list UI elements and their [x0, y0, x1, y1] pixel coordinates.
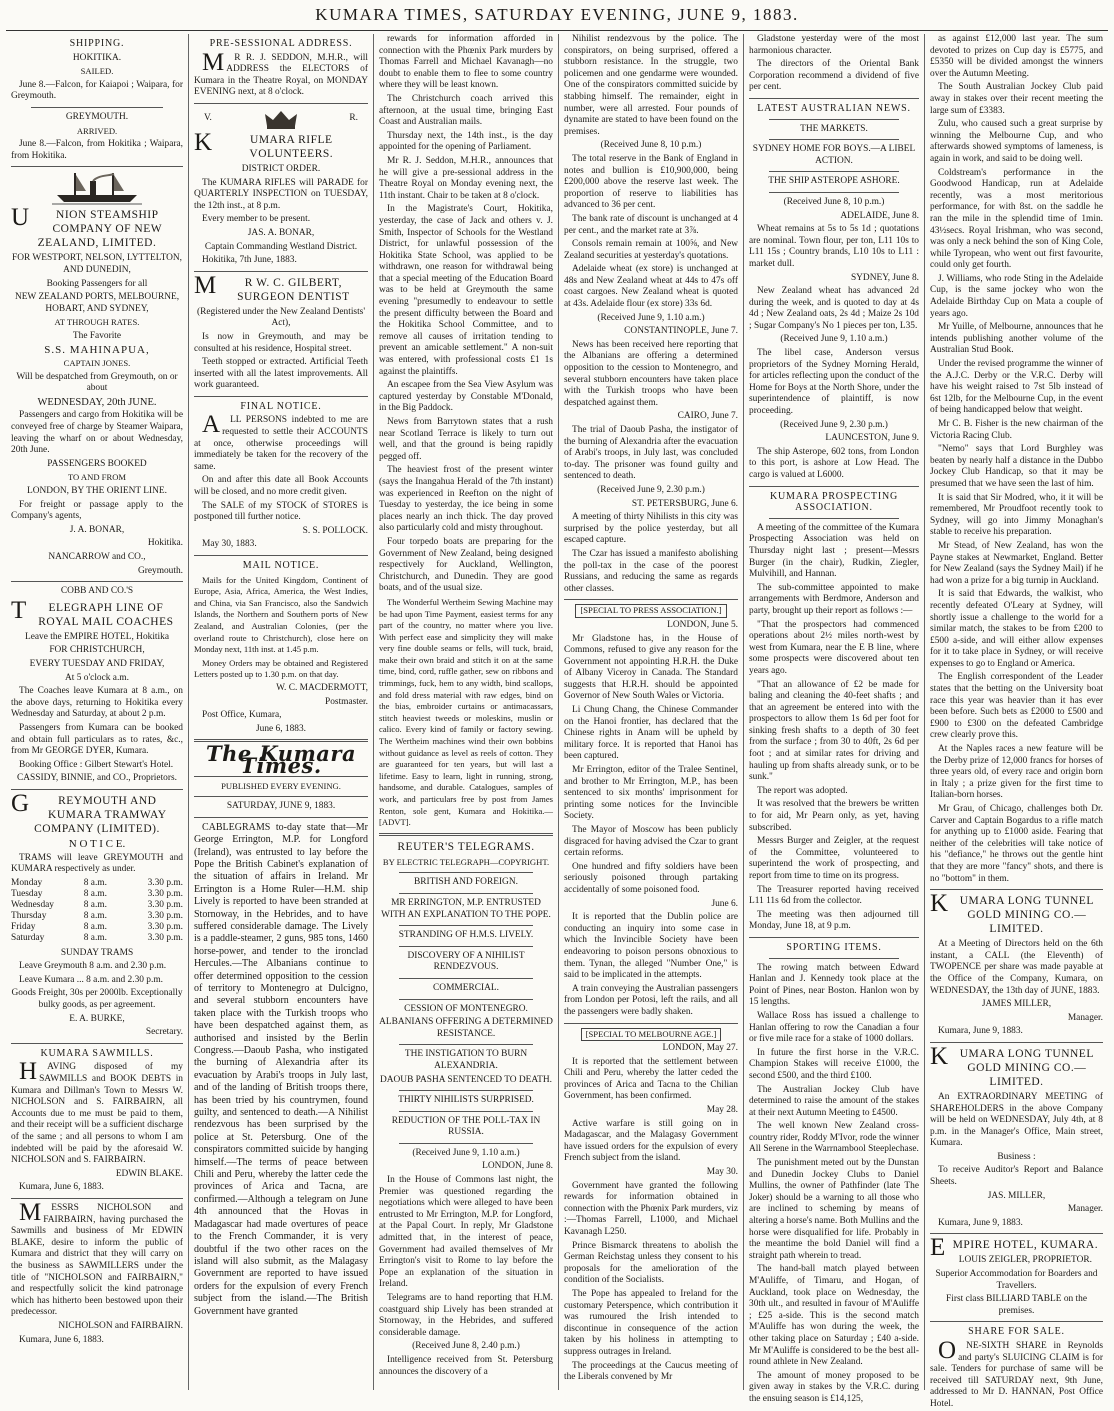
sunday-1: Leave Greymouth 8 a.m. and 2.30 p.m.	[19, 961, 167, 972]
para: The directors of the Oriental Bank Corporation recommend a dividend of five per cent.	[749, 59, 919, 93]
role: Manager.	[1067, 1204, 1103, 1215]
arrived-text: June 8.—Falcon, from Hokitika ; Waipara, from Hokitika.	[11, 139, 183, 161]
para: News has been received here reporting that the Albanians are offering a determined opposition to the cession to Montenegro, and several stubborn encounters have taken place with the Turkish troops who have been despatched against them.	[564, 339, 738, 408]
usc-ship: S.S. MAHINAPUA,	[44, 343, 150, 356]
para: New Zealand wheat has advanced 2d during the week, and is quoted to day at 4s 4d ; New Zealand oats, 2s 4d ; Maize 2s 10d ; Sugar Company's No 1 pieces per ton, L35.	[749, 286, 919, 331]
received-line: (Received June 9, 1.10 a.m.)	[412, 1147, 520, 1158]
role: Manager.	[1067, 1012, 1103, 1023]
table-row	[11, 900, 183, 911]
usc-passengers: Passengers and cargo from Hokitika will be conveyed free of charge by Steamer Waipara, leaving the wharf on or about Wednesday, 20th June.	[11, 410, 183, 456]
cobb-line: TELEGRAPH LINE OF ROYAL MAIL COACHES	[11, 596, 174, 628]
para: "That the prospectors had commenced operations about 2½ miles north-west by west from Kumara, near the E B line, where some prospects were discovered about ten years ago.	[749, 619, 919, 676]
para: The ship Asterope, 602 tons, from London to this port, is ashore at Low Head. The cargo is valued at L6000.	[749, 446, 919, 480]
mail-sign: W. C. MACDERMOTT,	[276, 682, 368, 693]
sign: JAS. MILLER,	[987, 1190, 1046, 1201]
divider	[930, 889, 1103, 890]
column-5	[744, 34, 925, 1404]
divider	[564, 1023, 738, 1024]
para: Adelaide wheat (ex store) is unchanged at 48s and New Zealand wheat at 44s to 47s off coast cargoes. New Zealand wheat is quoted at 43s. Adelaide flour (ex store) 33s 6d.	[564, 264, 738, 310]
long-tunnel-title: KUMARA LONG TUNNEL GOLD MINING CO.—LIMITED.	[930, 890, 1094, 936]
para: Government have granted the following rewards for information obtained in connection with the Phœnix Park murders, viz :—Thomas Farrell, L1000, and Michael Kavanagh L250.	[564, 1180, 738, 1237]
share-title: SHARE FOR SALE.	[968, 1326, 1065, 1338]
divider	[194, 555, 368, 556]
para: A meeting of the committee of the Kumara Prospecting Association was held on Thursday night last ; present—Messrs Burger (in the chair), Rudkin, Ziegler, Mulvihill, and Hannan.	[749, 522, 919, 580]
special-line	[564, 604, 738, 618]
para: Messrs Burger and Zeigler, at the request of the Committee, volunteered to superintend the work of prospecting, and report from time to time on its progress.	[749, 836, 919, 881]
para: Intelligence received from St. Petersburg announces the discovery of a	[379, 1354, 553, 1377]
date: Kumara, June 9, 1883.	[938, 1026, 1023, 1037]
tram-am: 8 a.m.	[83, 899, 107, 910]
dentist-reg: (Registered under the New Zealand Dentists' Act),	[196, 306, 366, 329]
booked-agent2-loc: Greymouth.	[137, 565, 183, 576]
para: In the Magistrate's Court, Hokitika, yesterday, the case of Jack and others v. J. Smith, Inspector of Schools for the Westland District, for unlawful possession of the Hokitika State School, was applied to be withdrawn, one reason for withdrawal being that a special meeting of the Education Board was to be held at Greymouth the same evening "presumedly to endeavour to settle the present difficulty between the Board and the Hokitika School Committee, and to remove all causes of irritation tending to prevent an amicable settlement." A non-suit was entered, with professional costs £1 1s against the plaintiffs.	[379, 204, 553, 377]
tram-notice: N O T I C E.	[68, 837, 126, 850]
masthead: KUMARA TIMES, SATURDAY EVENING, JUNE 9, 1883.	[6, 0, 1108, 31]
divider	[399, 925, 533, 926]
dateline: SYDNEY, June 8.	[850, 272, 919, 283]
booked-agent2: NANCARROW and CO.,	[48, 552, 146, 562]
divider	[11, 789, 183, 790]
prospecting-title: KUMARA PROSPECTING ASSOCIATION.	[769, 490, 899, 514]
para: Wallace Ross has issued a challenge to Hanlan offering to row the Canadian a four or five mile race for a stake of 1000 dollars.	[749, 1010, 919, 1045]
para: Mr Stead, of New Zealand, has won the Payne stakes at Newmarket, England. Better for New Zealand (says the Sydney Mail) if he had won a prize for a big turnip in Auckland.	[930, 540, 1103, 586]
divider	[379, 833, 553, 836]
para: The bank rate of discount is unchanged at 4 per cent., and the market rate at 3⅞.	[564, 213, 738, 236]
received-line: (Received June 8, 10 p.m.)	[783, 196, 885, 207]
headline: THE MARKETS.	[800, 123, 868, 134]
para: The Treasurer reported having received L11 11s 6d from the collector.	[749, 884, 919, 907]
para: The Czar has issued a manifesto abolishing the poll-tax in the case of the poorest Russians, and reducing the same as regards other classes.	[564, 548, 738, 594]
cobb-passengers: Passengers from Kumara can be booked and obtain full particulars as to rates, &c., from Mr GEORGE DYER, Kumara.	[11, 722, 183, 757]
tram-am: 8 a.m.	[83, 932, 107, 943]
shipping-heading: SHIPPING.	[69, 38, 125, 49]
divider	[194, 796, 368, 797]
para: In future the first horse in the V.R.C. Champion Stakes will receive £1000, the second £500, and the third £100.	[749, 1047, 919, 1081]
reuters-title: REUTER'S TELEGRAMS.	[397, 840, 535, 853]
para: The rowing match between Edward Hanlan and J. Kennedy took place at the Point of Pines, near Boston. Hanlon won by 15 lengths.	[749, 962, 919, 1008]
cobb-title: COBB AND CO.'S	[60, 586, 134, 597]
nicholson-sign: NICHOLSON and FAIRBAIRN.	[58, 1320, 183, 1331]
para: Four torpedo boats are preparing for the Government of New Zealand, being designed respectively for Auckland, Wellington, Christchurch, and Dunedin. They are good boats, and of the usual size.	[379, 536, 553, 594]
tram-am: 8 a.m.	[83, 877, 107, 888]
para: Under the revised programme the winner of the A.J.C. Derby or the V.R.C. Derby will have his weight raised to 7st 5lb instead of 6st 12lb, for the Melbourne Cup, in the event of being handicapped below that weight.	[930, 359, 1103, 416]
sign: JAMES MILLER,	[981, 999, 1052, 1010]
pre-sessional-title: PRE-SESSIONAL ADDRESS.	[209, 38, 353, 49]
royal-crest	[194, 108, 368, 130]
rifle-volunteers-title: KUMARA RIFLE VOLUNTEERS.	[194, 128, 334, 160]
mail-office: Post Office, Kumara,	[202, 710, 282, 721]
usc-ports: NEW ZEALAND PORTS, MELBOURNE, HOBART, AND SYDNEY,	[14, 292, 180, 314]
sunday-2: Leave Kumara ... 8 a.m. and 2.30 p.m.	[19, 974, 163, 985]
para: Prince Bismarck threatens to abolish the German Reichstag unless they consent to his proposals for the amelioration of the condition of the Socialists.	[564, 1240, 738, 1286]
para: J. Williams, who rode Sting in the Adelaide Cup, is the same jockey who won the Adelaide Birthday Cup on Mata a couple of years ago.	[930, 273, 1103, 319]
table-row	[11, 889, 183, 900]
dateline: ADELAIDE, June 8.	[840, 210, 919, 221]
column-3	[374, 34, 559, 1390]
usc-captain: CAPTAIN JONES.	[63, 358, 131, 369]
table-row	[11, 911, 183, 922]
final-notice-text2: On and after this date all Book Accounts will be closed, and no more credit given.	[194, 475, 368, 498]
final-notice-text3: The SALE of my STOCK of STORES is postponed till further notice.	[194, 500, 368, 523]
divider	[399, 872, 533, 873]
divider	[930, 1042, 1103, 1043]
para: At a Meeting of Directors held on the 6th instant, a CALL (the Eleventh) of TWOPENCE per share was made payable at the Office of the Company, Kumara, on WEDNESDAY, the 13th day of JUNE, 1883.	[930, 939, 1103, 996]
para: It is reported that the Dublin police are conducting an inquiry into some case in which the Invincible Society have been endeavoring to poison persons obnoxious to them. Tynan, the alleged "Number One," is said to be implicated in the attempts.	[564, 912, 738, 981]
para: The libel case, Anderson versus proprietors of the Sydney Morning Herald, for articles reflecting upon the conduct of the Home for Boys at the North Shore, under the superintendence of plaintiff, is now proceeding.	[749, 348, 919, 417]
headline: STRANDING OF H.M.S. LIVELY.	[398, 930, 534, 941]
greymouth-port: GREYMOUTH.	[65, 111, 129, 122]
para: Zulu, who caused such a great surprise by winning the Melbourne Cup, and who afterwards showed symptoms of lameness, is again in work, and said to be doing well.	[930, 119, 1103, 164]
sawmills-title: KUMARA SAWMILLS.	[40, 1047, 154, 1059]
dentist-teeth: Teeth stopped or extracted. Artificial Teeth inserted with all the latest improvements. All work guaranteed.	[194, 357, 368, 391]
para: The Australian Jockey Club have determined to raise the amount of the stakes at their next Autumn Meeting to £4500.	[749, 1084, 919, 1118]
dateline: CAIRO, June 7.	[677, 411, 738, 422]
table-row	[11, 878, 183, 889]
tram-sign: E. A. BURKE,	[69, 1013, 125, 1024]
headline: CESSION OF MONTENEGRO.	[404, 1003, 528, 1014]
bf-heading: BRITISH AND FOREIGN.	[414, 877, 518, 888]
dateline: LONDON, June 8.	[482, 1161, 553, 1172]
reuters-by: BY ELECTRIC TELEGRAPH—COPYRIGHT.	[382, 856, 550, 867]
mail-role: Postmaster.	[325, 696, 368, 707]
share-text: ONE-SIXTH SHARE in Reynolds and party's SLUICING CLAIM is for sale. Tenders for purchase of same will be received till SATURDAY next, 9th June, addressed to Mr D. HANNAN, Post Office Hotel.	[930, 1337, 1103, 1409]
tram-am: 8 a.m.	[83, 888, 107, 899]
long-tunnel-title-2: KUMARA LONG TUNNEL GOLD MINING CO.—LIMITED.	[930, 1042, 1094, 1088]
para: A train conveying the Australian passengers from London per Potosi, left the rails, and all the passengers were badly shaken.	[564, 983, 738, 1017]
empire-hotel-title: EMPIRE HOTEL, KUMARA.	[930, 1234, 1099, 1262]
tram-day: Saturday	[11, 932, 45, 943]
crest-v: V.	[204, 113, 212, 124]
para: Gladstone yesterday were of the most harmonious character.	[749, 34, 919, 56]
dateline: May 30.	[706, 1167, 738, 1178]
headline: SYDNEY HOME FOR BOYS.—A LIBEL ACTION.	[752, 144, 916, 166]
pre-sessional-text: MR R. J. SEDDON, M.H.R., will ADDRESS the ELECTORS of Kumara in the Theatre Royal, on MONDAY EVENING next, at 8 o'clock.	[194, 48, 368, 98]
tram-pm: 3.30 p.m.	[147, 932, 183, 943]
usc-date: WEDNESDAY, 20th JUNE.	[37, 396, 157, 408]
mail-text: Mails for the United Kingdom, Continent of Europe, Asia, Africa, America, the West Indies, and China, via San Francisco, also the Sandwich Islands, the Northern and Southern ports of New Zealand, and Australian Colonies, (per the overland route to Christchurch), close here on Monday next, 11th inst. at 1.45 p.m.	[194, 574, 368, 655]
crown-crest-icon	[261, 108, 301, 130]
empire-text: Superior Accommodation for Boarders and Travellers.	[935, 1269, 1098, 1291]
para: In the House of Commons last night, the Premier was questioned regarding the negotiations which were alleged to have been entrusted to Mr Errington, M.P. for Longford, at the Papal Court. In reply, Mr Gladstone admitted that, in the interest of peace, Government had availed themselves of Mr Errington's visit to Rome to lay before the Pope an explanation of the situation in Ireland.	[379, 1175, 553, 1290]
headline: DISCOVERY OF A NIHILIST RENDEZVOUS.	[407, 950, 525, 973]
para: The heaviest frost of the present winter (says the Inangahua Herald of the 7th instant) was experienced in Reefton on the night of Tuesday to yesterday, the ice being in some places nearly an inch thick. The day proved also particularly cold and misty throughout.	[379, 465, 553, 534]
divider	[930, 1321, 1103, 1322]
sailed-label: SAILED.	[80, 66, 114, 77]
cobb-days: EVERY TUESDAY AND FRIDAY,	[29, 658, 165, 669]
divider	[399, 893, 533, 894]
para: Mr C. B. Fisher is the new chairman of the Victoria Racing Club.	[930, 419, 1103, 441]
headline: COMMERCIAL.	[433, 982, 499, 993]
tram-pm: 3.30 p.m.	[147, 910, 183, 921]
special-line	[564, 1028, 738, 1042]
usc-booking: Booking Passengers for all	[46, 278, 148, 289]
sunday-title: SUNDAY TRAMS	[60, 947, 134, 958]
dateline: ST. PETERSBURG, June 6.	[631, 498, 738, 509]
para: Consols remain remain at 100⅝, and New Zealand securities at yesterday's quotations.	[564, 239, 738, 261]
para: Telegrams are to hand reporting that H.M. coastguard ship Lively has been stranded at Stornoway, in the Hebrides, and suffered considerable damage.	[379, 1293, 553, 1338]
table-row	[11, 922, 183, 933]
received-line: (Received June 9, 2.30 p.m.)	[597, 484, 705, 495]
divider	[769, 518, 899, 519]
para: Mr Errington, editor of the Tralee Sentinel, and brother to Mr Errington, M.P., has been sentenced to six months' imprisonment for printing some notices for the Invincible Society.	[564, 765, 738, 822]
para: The South Australian Jockey Club paid away in stakes over their recent meeting the large sum of £3383.	[930, 82, 1103, 116]
tramway-title: GREYMOUTH AND KUMARA TRAMWAY COMPANY (LIMITED).	[11, 789, 167, 835]
divider	[769, 171, 899, 172]
para: "That an allowance of £2 be made for baling and cleaning the 40-feet shafts ; and that an agreement be entered into with the prospectors to allow them 1s 6d per foot for sinking fresh shafts to a depth of 30 feet from the surface ; from 30 to 40ft, 2s 6d per foot ; and at similar rates for driving and hauling up from shafts already sunk, or to be sunk."	[749, 679, 919, 783]
usc-favorite: The Favorite	[72, 330, 122, 341]
para: It is said that Edwards, the walkist, who recently defeated O'Leary at Sydney, will shortly issue a challenge to the world for a similar match, the stakes to be from £200 to £500 a-side, and will either allow expenses for it to take place in Sydney, or will receive expenses to go to England or America.	[930, 589, 1103, 669]
tram-day: Thursday	[11, 910, 47, 921]
para: Wheat remains at 5s to 5s 1d ; quotations are nominal. Town flour, per ton, L11 10s to L11 15s ; Country brands, L10 10s to L11 : market dull.	[749, 224, 919, 269]
headline: THE SHIP ASTEROPE ASHORE.	[768, 176, 900, 187]
tram-pm: 3.30 p.m.	[147, 899, 183, 910]
para: as against £12,000 last year. The sum devoted to prizes on Cup day is £5775, and £5350 will be divided amongst the winners over the Autumn Meeting.	[930, 34, 1103, 79]
nicholson-date: Kumara, June 6, 1883.	[19, 1334, 104, 1345]
received-line: (Received June 9, 2.30 p.m.)	[780, 419, 888, 430]
sporting-title: SPORTING ITEMS.	[786, 941, 882, 953]
tram-intro: TRAMS will leave GREYMOUTH and KUMARA respectively as under.	[11, 852, 183, 875]
para: rewards for information afforded in connection with the Phœnix Park murders by Thomas Farrell and Michael Kavanagh—no doubt to enable them to flee to some country where they will be least known.	[379, 34, 553, 91]
divider	[11, 581, 183, 582]
sailed-text: June 8.—Falcon, for Kaiapoi ; Waipara, for Greymouth.	[11, 79, 183, 102]
mail-date: June 6, 1883.	[256, 723, 306, 734]
para: The Mayor of Moscow has been publicly disgraced for having advised the Czar to grant certain reforms.	[564, 825, 738, 859]
issue-date: SATURDAY, JUNE 9, 1883.	[226, 801, 336, 812]
divider	[749, 98, 919, 99]
final-notice-sign: S. S. POLLOCK.	[302, 525, 368, 536]
latest-australian-title: LATEST AUSTRALIAN NEWS.	[757, 102, 911, 114]
dateline: June 6.	[711, 898, 738, 909]
divider	[564, 599, 738, 600]
rifle-text: The KUMARA RIFLES will PARADE for QUARTERLY INSPECTION on TUESDAY, the 12th inst., at 8 p.m.	[194, 177, 368, 211]
sewing-advert: The Wonderful Wertheim Sewing Machine may be had upon Time Payment, easiest terms for any part of the country, no matter where you live. With perfect ease and simplicity they will make very fine double seams or fells, will tuck, braid, make their own braid and stitch it on at the same time, bind, cord, ruffle gather, sew on ribbons and trimmings, fuck, hem to any width, bind scallops, and fold dress material with raw edges, bind on the bias, embroider curtains or antimacassars, stitch heaviest tweeds or moleskins, muslin or calico. Every kind of family or factory sewing. The Wertheim machines wind their own bobbins without guidance as level as reels of cotton. They are guaranteed for ten years, but will last a lifetime. Easy to learn, light in running, strong, handsome, and durable. Catalogues, samples of work, and particulars free by post from James Renton, sole gent, Kumara and Hokitika.—[ADVT].	[379, 596, 553, 828]
usc-rates: AT THROUGH RATES.	[54, 317, 140, 328]
para: The Christchurch coach arrived this afternoon, at the usual time, bringing East Coast and Australian mails.	[379, 93, 553, 128]
mail-text2: Money Orders may be obtained and Registered Letters posted up to 1.30 p.m. on that day.	[194, 657, 368, 680]
rifle-sign: JAS. A. BONAR,	[247, 227, 315, 238]
divider	[399, 946, 533, 947]
dateline: May 28.	[706, 1105, 738, 1116]
divider	[930, 1233, 1103, 1234]
cobb-leave: Leave the EMPIRE HOTEL, Hokitika	[25, 631, 169, 642]
para: The meeting was then adjourned till Monday, June 18, at 9 p.m.	[749, 909, 919, 932]
published-line: PUBLISHED EVERY EVENING.	[221, 780, 341, 791]
para: At the Naples races a new feature will be the Derby prize of 12,000 francs for horses of three years old, of every race and origin born in Italy ; a prize given for the first time to Italian-born horses.	[930, 744, 1103, 801]
dateline: CONSTANTINOPLE, June 7.	[624, 326, 738, 337]
para: An escapee from the Sea View Asylum was captured yesterday by Constable M'Donald, in the Big Paddock.	[379, 380, 553, 414]
para: "Nemo" says that Lord Burghley was beaten by nearly half a distance in the Dubbo Jockey Club Handicap, so that it may be presumed that we have seen the last of him.	[930, 444, 1103, 489]
received-line: (Received June 9, 1.10 a.m.)	[597, 312, 705, 323]
para: The total reserve in the Bank of England in notes and bullion is £10,900,000, being £200,000 above the reserve last week. The proportion of reserve to liabilities has advanced to 36 per cent.	[564, 153, 738, 211]
para: Mr R. J. Seddon, M.H.R., announces that he will give a pre-sessional address in the Theatre Royal on Monday evening next, the 11th instant. Chair to be taken at 8 o'clock.	[379, 155, 553, 201]
arrived-label: ARRIVED.	[76, 125, 118, 136]
divider	[31, 107, 163, 108]
dentist-text: Is now in Greymouth, and may be consulted at his residence, Hospital street.	[194, 331, 368, 354]
divider	[399, 1044, 533, 1045]
para: It is said that Sir Modred, who, it it will be remembered, Mr Proudfoot recently took to Sydney, will go into Jimmy Monaghan's stable to receive his preparation.	[930, 492, 1103, 538]
rifle-present: Every member to be present.	[202, 214, 311, 225]
tram-pm: 3.30 p.m.	[147, 877, 183, 888]
divider	[194, 271, 368, 272]
para: Mr Yuille, of Melbourne, announces that he intends publishing another volume of the Australian Stud Book.	[930, 322, 1103, 356]
special-box: [SPECIAL TO PRESS ASSOCIATION.]	[575, 604, 726, 618]
para: The sub-committee appointed to make arrangements with Berdmore, Anderson and party, brought up their report as follows :—	[749, 582, 919, 616]
headline: ALBANIANS OFFERING A DETERMINED RESISTANCE.	[379, 1017, 553, 1039]
received-line: (Received June 8, 10 p.m.)	[600, 140, 702, 151]
booked-freight: For freight or passage apply to the Company's agents,	[11, 499, 183, 522]
column-1	[6, 34, 189, 1390]
para: The amount of money proposed to be given away in stakes by the V.R.C. during the ensuing season is £14,125,	[749, 1370, 919, 1404]
para: Thursday next, the 14th inst., is the day appointed for the opening of Parliament.	[379, 130, 553, 153]
para: One hundred and fifty soldiers have been seriously poisoned through partaking accidentally of some poisoned food.	[564, 861, 738, 895]
dateline: LONDON, June 5.	[667, 619, 738, 630]
cobb-text: The Coaches leave Kumara at 8 a.m., on the above days, returning to Hokitika every Wednesday and Saturday, at about 2 p.m.	[11, 686, 183, 720]
usc-for: FOR WESTPORT, NELSON, LYTTELTON, AND DUNEDIN,	[11, 253, 183, 275]
divider	[749, 937, 919, 938]
steamship-icon	[52, 171, 142, 205]
divider	[769, 958, 899, 959]
rifle-role: Captain Commanding Westland District.	[204, 241, 358, 252]
headline: MR ERRINGTON, M.P. ENTRUSTED WITH AN EXPLANATION TO THE POPE.	[381, 897, 551, 920]
divider	[749, 486, 919, 487]
para: Nihilist rendezvous by the police. The conspirators, on being surprised, offered a stubborn resistance. In the struggle, two policemen and one gendarme were wounded. One of the conspirators committed suicide by stabbing himself. The remainder, eight in number, were all arrested. Four pounds of dynamite are stated to have been found on the premises.	[564, 34, 738, 137]
dateline: LONDON, May 27.	[662, 1043, 738, 1054]
final-notice-title: FINAL NOTICE.	[240, 400, 322, 412]
cobb-office: Booking Office : Gilbert Stewart's Hotel.	[19, 759, 174, 770]
para: It is reported that the settlement between Chili and Peru, whereby the latter ceded the provinces of Arica and Tacna to the Chilian Government, has been confirmed.	[564, 1056, 738, 1102]
column-2	[189, 34, 374, 1390]
para: The English correspondent of the Leader states that the betting on the University boat race this year was heavier than it has ever been before. Such bets as £2000 to £500 and £900 to £300 on the defeated Cambridge crew clearly prove this.	[930, 672, 1103, 741]
divider	[194, 817, 368, 818]
cobb-time: At 5 o'clock a.m.	[65, 672, 129, 683]
divider	[194, 396, 368, 397]
para: It was resolved that the brewers be written to for aid, Mr Pearn only, as yet, having subscribed.	[749, 799, 919, 833]
divider	[769, 119, 899, 120]
nicholson-text: MESSRS NICHOLSON and FAIRBAIRN, having purchased the Sawmills and business of Mr EDWIN BLAKE, desire to inform the public of Kumara and district that they will carry on the business as SAWMILLERS under the title of "NICHOLSON and FAIRBAIRN," and respectfully solicit the kind patronage which has hitherto been bestowed upon their predecessor.	[11, 1198, 183, 1318]
cobb-props: CASSIDY, BINNIE, and CO., Proprietors.	[17, 773, 177, 784]
para: The report was adopted.	[757, 785, 848, 796]
headline: THIRTY NIHILISTS SURPRISED.	[398, 1095, 534, 1106]
divider	[11, 1043, 183, 1044]
para: News from Barrytown states that a rush near Scotland Terrace is likely to turn out well, and that the ground is being rapidly pegged off.	[379, 417, 553, 462]
headline: REDUCTION OF THE POLL-TAX IN RUSSIA.	[391, 1115, 541, 1138]
sawmills-text: HAVING disposed of my SAWMILLS and BOOK DEBTS in Kumara and Dillman's Town to Messrs W. NICHOLSON and S. FAIRBAIRN, all Accounts due to me must be paid to them, and their receipt will be a sufficient discharge of the same ; and all persons to whom I am indebted will be paid by the aforesaid W. NICHOLSON and S. FAIRBAIRN.	[11, 1058, 183, 1166]
received-line: (Received June 8, 2.40 p.m.)	[412, 1341, 520, 1352]
date: Kumara, June 9, 1883.	[938, 1217, 1023, 1228]
tram-pm: 3.30 p.m.	[147, 921, 183, 932]
rifle-district-order: DISTRICT ORDER.	[241, 163, 321, 174]
para: The proceedings at the Caucus meeting of the Liberals convened by Mr	[564, 1360, 738, 1383]
divider	[194, 103, 368, 104]
divider	[399, 1090, 533, 1091]
tram-am: 8 a.m.	[83, 921, 107, 932]
para: The trial of Daoub Pasha, the instigator of the burning of Alexandria after the evacuation of Arabi's troops, in July last, was concluded to-day. The prisoner was found guilty and sentenced to death.	[564, 425, 738, 482]
columns	[6, 34, 1108, 1409]
tram-timetable	[11, 878, 183, 944]
para: An EXTRAORDINARY MEETING of SHAREHOLDERS in the above Company will be held on WEDNESDAY, July 4th, at 8 p.m. in the Manager's Office, Main street, Kumara.	[930, 1091, 1103, 1149]
mail-notice-title: MAIL NOTICE.	[242, 560, 320, 571]
column-4	[559, 34, 744, 1390]
union-steamship-title: UNION STEAMSHIP COMPANY OF NEW ZEALAND, LIMITED.	[11, 204, 163, 250]
empire-billiard: First class BILLIARD TABLE on the premises.	[946, 1294, 1087, 1316]
tram-day: Wednesday	[11, 899, 54, 910]
divider	[399, 1143, 533, 1144]
para: To receive Auditor's Report and Balance Sheets.	[930, 1165, 1103, 1188]
booked-london: LONDON, BY THE ORIENT LINE.	[27, 486, 167, 497]
booked-agent1: J. A. BONAR,	[69, 524, 125, 535]
divider	[399, 1111, 533, 1112]
final-notice-text: ALL PERSONS indebted to me are requested to settle their ACCOUNTS at once, otherwise proceedings will immediately be taken for the recovery of the same.	[194, 411, 368, 472]
divider	[769, 139, 899, 140]
para: Mr Gladstone has, in the House of Commons, refused to give any reason for the Government not appointing H.R.H. the Duke of Albany Viceroy in Canada. The Standard suggests that H.R.H. should be appointed Governor of New South Wales or Victoria.	[564, 633, 738, 702]
final-notice-date: May 30, 1883.	[202, 539, 257, 550]
tram-am: 8 a.m.	[83, 910, 107, 921]
lead-article: CABLEGRAMS to-day state that—Mr George Errington, M.P. for Longford (Ireland), was entrusted to lay before the Pope the British Cabinet's explanation of the situation of affairs in Ireland. Mr Errington is a Home Ruler—H.M. ship Lively is reported to have been stranded at Stornoway, in the Hebrides, and to have suffered considerable damage. The Lively is a paddle-steamer, 2 guns, 985 tons, 1460 horse-power, and tender to the ironclad Hercules.—The Albanians continue to offer determined opposition to the cession of territory to Montenegro at Dulcigno, and several stubborn encounters have taken place with the Turkish troops who have been despatched against them, as authorised and insisted by the Berlin Congress.—Daoub Pasha, who instigated the burning of Alexandria after its evacuation by Arabi's troops in July last, and of the landing of British troops there, has been tried by his countrymen, found guilty, and sentenced to death.—A Nihilist rendezvous has been surprised by the police at St. Petersburg. One of the conspirators committed suicide by hanging himself.—The terms of peace between Chili and Peru, whereby the latter cede the provinces of Arica and Tacna, are confirmed.—Although a telegram on June 4th announced that the Hovas in Madagascar had made overtures of peace to the French Commander, it is very doubtful if the two other races on the island will also submit, as the Malagasy Government are reported to have issued orders for the expulsion of every French subject from the island.—The British Government have granted	[194, 821, 368, 1317]
usc-despatch: Will be despatched from Greymouth, on or about	[16, 371, 178, 394]
headline: DAOUB PASHA SENTENCED TO DEATH.	[380, 1074, 552, 1085]
received-line: (Received June 9, 1.10 a.m.)	[780, 334, 888, 345]
tram-day: Monday	[11, 877, 43, 888]
freight-text: Goods Freight, 30s per 2000lb. Exceptionally bulky goods, as per agreement.	[11, 988, 183, 1011]
sawmills-sign: EDWIN BLAKE.	[115, 1168, 183, 1179]
booked-title: PASSENGERS BOOKED	[47, 458, 147, 469]
crest-r: R.	[349, 113, 358, 124]
para: Mr Grau, of Chicago, challenges both Dr. Carver and Captain Bogardus to a rifle match for anything up to £1000 aside. Fearing that neither of the celebrities will take notice of his "defiance," he throws out the gentle hint that they are more "fancy" shots, and there is no "bottom" in them.	[930, 804, 1103, 884]
para: The well known New Zealand cross-country rider, Roddy M'Ivor, rode the winner All Serene in the Warrnambool Steeplechase.	[749, 1121, 919, 1155]
para: The hand-ball match played between M'Auliffe, of Timaru, and Hogan, of Auckland, took place on Wednesday, the 30th ult., and resulted in favour of M'Auliffe ; £25 a-side. This is the second match M'Auliffe has won during the week, the other taking place on Saturday ; £40 a-side. Mr M'Auliffe is considered to be the best all-round athlete in New Zealand.	[749, 1264, 919, 1368]
business-label: Business :	[997, 1151, 1036, 1162]
divider	[399, 978, 533, 979]
paper-nameplate: The Kumara Times.	[205, 741, 357, 778]
para: Coldstream's performance in the Goodwood Handicap, run at Adelaide recently, was a most meritorious performance, for with 8st. on the saddle he ran the mile in the splendid time of 1min. 43½secs. Royal Irishman, who was second, was only a neck behind the son of King Cole, while Tyropean, who went out first favourite, could only get fourth.	[930, 167, 1103, 271]
empire-prop: LOUIS ZEIGLER, PROPRIETOR.	[958, 1255, 1092, 1266]
rifle-date: Hokitika, 7th June, 1883.	[202, 255, 297, 266]
para: The punishment meted out by the Dunstan and Dunedin Jockey Clubs to Daniel Mullins, the owner of Pathfinder (late The Joker) should be a warning to all those who are inclined to scheming by means of altering a horse's name. Both Mullins and the horse were disqualified for life. Probably in the meantime the bold Daniel will find a straight path wherein to tread.	[749, 1158, 919, 1261]
special-box: [SPECIAL TO MELBOURNE AGE.]	[581, 1028, 722, 1042]
divider	[399, 999, 533, 1000]
hokitika-port: HOKITIKA.	[72, 52, 122, 63]
tram-day: Tuesday	[11, 888, 43, 899]
tram-day: Friday	[11, 921, 36, 932]
table-row	[11, 933, 183, 944]
booked-to: TO AND FROM	[67, 472, 127, 483]
dateline: LAUNCESTON, June 9.	[825, 433, 919, 444]
para: The Pope has appealed to Ireland for the customary Peterspence, which contribution it was rumoured the Irish intended to discontinue in consequence of the action taken by his holiness in attempting to suppress outrages in Ireland.	[564, 1288, 738, 1357]
sawmills-date: Kumara, June 6, 1883.	[19, 1182, 104, 1193]
tram-pm: 3.30 p.m.	[147, 888, 183, 899]
divider	[769, 192, 899, 193]
cobb-for: FOR CHRISTCHURCH,	[49, 645, 145, 656]
headline: THE INSTIGATION TO BURN ALEXANDRIA.	[404, 1049, 528, 1071]
tram-sign-role: Secretary.	[145, 1027, 183, 1038]
booked-agent1-loc: Hokitika.	[147, 538, 183, 549]
para: Li Chung Chang, the Chinese Commander on the Hanoi frontier, has declared that the Chinese rights in Anam will be upheld by military force. It is reported that Hanoi has been captured.	[564, 705, 738, 762]
para: Active warfare is still going on in Madagascar, and the Malagasy Government have issued orders for the expulsion of every French subject from the island.	[564, 1118, 738, 1164]
para: A meeting of thirty Nihilists in this city was surprised by the police yesterday, but all escaped capture.	[564, 512, 738, 546]
divider	[11, 166, 183, 167]
column-6	[925, 34, 1108, 1409]
dentist-title: MR W. C. GILBERT, SURGEON DENTIST	[194, 271, 350, 303]
